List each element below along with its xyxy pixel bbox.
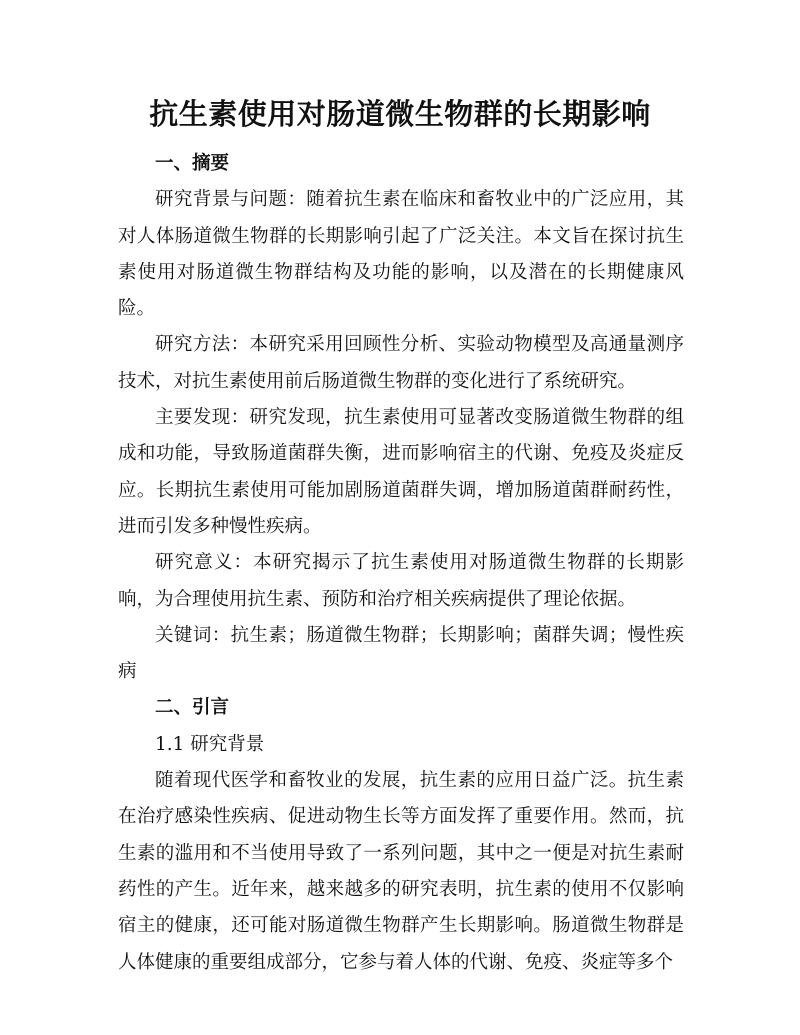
document-title: 抗生素使用对肠道微生物群的长期影响 bbox=[149, 97, 651, 131]
subsection-heading-background: 1.1 研究背景 bbox=[155, 733, 265, 755]
section-heading-introduction: 二、引言 bbox=[155, 697, 230, 719]
abstract-findings-paragraph: 主要发现：研究发现，抗生素使用可显著改变肠道微生物群的组成和功能，导致肠道菌群失衡，进而影响宿主的代谢、免疫及炎症反应。长期抗生素使用可能加剧肠道菌群失调，增加肠道菌群耐药性，进而引发多种慢性疾病。 bbox=[118, 407, 684, 537]
abstract-methods-paragraph: 研究方法：本研究采用回顾性分析、实验动物模型及高通量测序技术，对抗生素使用前后肠道微生物群的变化进行了系统研究。 bbox=[118, 334, 684, 392]
abstract-significance-paragraph: 研究意义：本研究揭示了抗生素使用对肠道微生物群的长期影响，为合理使用抗生素、预防和治疗相关疾病提供了理论依据。 bbox=[118, 552, 684, 610]
document-body bbox=[118, 146, 684, 981]
introduction-paragraph: 随着现代医学和畜牧业的发展，抗生素的应用日益广泛。抗生素在治疗感染性疾病、促进动物生长等方面发挥了重要作用。然而，抗生素的滥用和不当使用导致了一系列问题，其中之一便是对抗生素耐药性的产生。近年来，越来越多的研究表明，抗生素的使用不仅影响宿主的健康，还可能对肠道微生物群产生长期影响。肠道微生物群是人体健康的重要组成部分，它参与着人体的代谢、免疫、炎症等多个 bbox=[118, 770, 684, 973]
abstract-background-paragraph: 研究背景与问题：随着抗生素在临床和畜牧业中的广泛应用，其对人体肠道微生物群的长期影响引起了广泛关注。本文旨在探讨抗生素使用对肠道微生物群结构及功能的影响，以及潜在的长期健康风险。 bbox=[118, 189, 684, 320]
section-heading-abstract: 一、摘要 bbox=[155, 153, 230, 174]
abstract-keywords-paragraph: 关键词：抗生素；肠道微生物群；长期影响；菌群失调；慢性疾病 bbox=[118, 624, 684, 683]
